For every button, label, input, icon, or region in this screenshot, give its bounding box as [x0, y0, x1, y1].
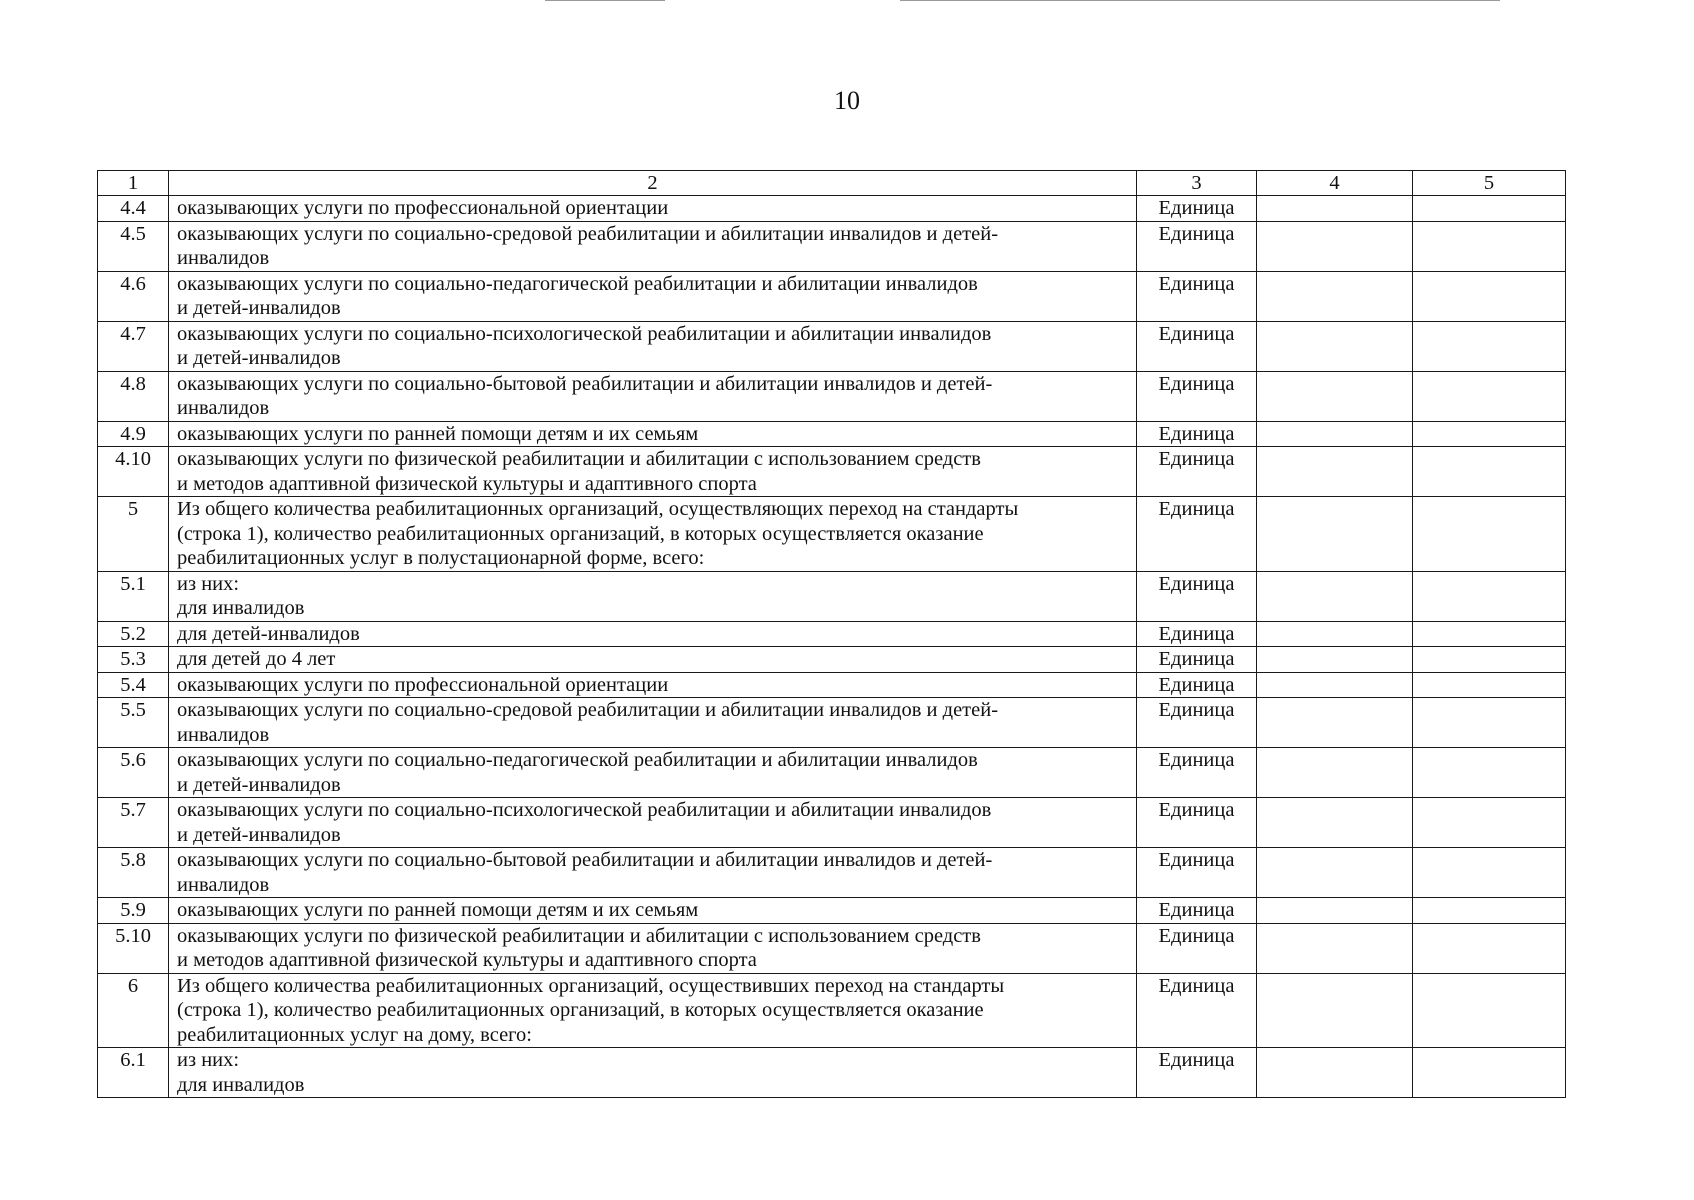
row-number-cell: 4.5: [98, 221, 169, 271]
table-row: [98, 973, 1566, 1048]
value-cell-col4: [1257, 748, 1413, 798]
table-row: [98, 748, 1566, 798]
table-row: [98, 271, 1566, 321]
unit-cell: Единица: [1137, 421, 1257, 447]
value-cell-col5: [1413, 672, 1566, 698]
value-cell-col4: [1257, 647, 1413, 673]
value-cell-col4: [1257, 271, 1413, 321]
unit-cell: Единица: [1137, 923, 1257, 973]
value-cell-col5: [1413, 497, 1566, 572]
scan-edge-mark: [900, 0, 1500, 1]
table-row: [98, 371, 1566, 421]
column-number-row: [98, 171, 1566, 196]
unit-cell: Единица: [1137, 497, 1257, 572]
value-cell-col4: [1257, 571, 1413, 621]
table-row: [98, 647, 1566, 673]
value-cell-col5: [1413, 571, 1566, 621]
table-row: [98, 923, 1566, 973]
table-row: [98, 571, 1566, 621]
column-header: 3: [1137, 171, 1257, 196]
row-number-cell: 5.3: [98, 647, 169, 673]
indicator-text-cell: для детей-инвалидов: [169, 621, 1137, 647]
row-number-cell: 5: [98, 497, 169, 572]
indicator-text-cell: оказывающих услуги по физической реабилитации и абилитации с использованием средств и методов адаптивной физической культуры и адаптивного спорта: [169, 923, 1137, 973]
indicator-text-cell: из них: для инвалидов: [169, 1048, 1137, 1098]
indicator-table: [97, 170, 1566, 1098]
indicator-text-cell: оказывающих услуги по социально-бытовой реабилитации и абилитации инвалидов и детей- инвалидов: [169, 848, 1137, 898]
row-number-cell: 4.9: [98, 421, 169, 447]
value-cell-col5: [1413, 898, 1566, 924]
table-row: [98, 1048, 1566, 1098]
value-cell-col4: [1257, 1048, 1413, 1098]
row-number-cell: 5.1: [98, 571, 169, 621]
indicator-text-cell: оказывающих услуги по социально-психологической реабилитации и абилитации инвалидов и детей-инвалидов: [169, 321, 1137, 371]
unit-cell: Единица: [1137, 321, 1257, 371]
indicator-text-cell: Из общего количества реабилитационных организаций, осуществляющих переход на стандарты (строка 1), количество реабилитационных организаций, в которых осуществляется оказание реабилитационных услуг в полустационарной форме, всего:: [169, 497, 1137, 572]
unit-cell: Единица: [1137, 748, 1257, 798]
unit-cell: Единица: [1137, 621, 1257, 647]
value-cell-col4: [1257, 698, 1413, 748]
scan-edge-mark: [545, 0, 665, 1]
row-number-cell: 5.5: [98, 698, 169, 748]
indicator-text-cell: оказывающих услуги по ранней помощи детям и их семьям: [169, 421, 1137, 447]
value-cell-col5: [1413, 1048, 1566, 1098]
indicator-text-cell: для детей до 4 лет: [169, 647, 1137, 673]
column-header: 2: [169, 171, 1137, 196]
unit-cell: Единица: [1137, 196, 1257, 222]
value-cell-col4: [1257, 798, 1413, 848]
row-number-cell: 5.10: [98, 923, 169, 973]
value-cell-col4: [1257, 196, 1413, 222]
indicator-text-cell: оказывающих услуги по социально-средовой реабилитации и абилитации инвалидов и детей- инвалидов: [169, 221, 1137, 271]
row-number-cell: 6.1: [98, 1048, 169, 1098]
unit-cell: Единица: [1137, 898, 1257, 924]
value-cell-col4: [1257, 421, 1413, 447]
value-cell-col4: [1257, 321, 1413, 371]
row-number-cell: 4.6: [98, 271, 169, 321]
row-number-cell: 5.2: [98, 621, 169, 647]
indicator-text-cell: оказывающих услуги по социально-педагогической реабилитации и абилитации инвалидов и детей-инвалидов: [169, 271, 1137, 321]
value-cell-col5: [1413, 221, 1566, 271]
row-number-cell: 4.8: [98, 371, 169, 421]
unit-cell: Единица: [1137, 447, 1257, 497]
value-cell-col4: [1257, 621, 1413, 647]
row-number-cell: 4.4: [98, 196, 169, 222]
value-cell-col5: [1413, 447, 1566, 497]
value-cell-col4: [1257, 221, 1413, 271]
table-body: [98, 196, 1566, 1098]
row-number-cell: 5.7: [98, 798, 169, 848]
table-row: [98, 447, 1566, 497]
unit-cell: Единица: [1137, 698, 1257, 748]
unit-cell: Единица: [1137, 848, 1257, 898]
indicator-text-cell: оказывающих услуги по социально-психологической реабилитации и абилитации инвалидов и детей-инвалидов: [169, 798, 1137, 848]
value-cell-col5: [1413, 798, 1566, 848]
value-cell-col4: [1257, 672, 1413, 698]
table-row: [98, 898, 1566, 924]
unit-cell: Единица: [1137, 571, 1257, 621]
value-cell-col4: [1257, 371, 1413, 421]
value-cell-col4: [1257, 848, 1413, 898]
value-cell-col5: [1413, 371, 1566, 421]
table-row: [98, 497, 1566, 572]
value-cell-col5: [1413, 196, 1566, 222]
row-number-cell: 5.9: [98, 898, 169, 924]
row-number-cell: 6: [98, 973, 169, 1048]
table-row: [98, 848, 1566, 898]
value-cell-col5: [1413, 748, 1566, 798]
indicator-text-cell: Из общего количества реабилитационных организаций, осуществивших переход на стандарты (строка 1), количество реабилитационных организаций, в которых осуществляется оказание реабилитационных услуг на дому, всего:: [169, 973, 1137, 1048]
indicator-text-cell: оказывающих услуги по социально-педагогической реабилитации и абилитации инвалидов и детей-инвалидов: [169, 748, 1137, 798]
indicator-text-cell: оказывающих услуги по ранней помощи детям и их семьям: [169, 898, 1137, 924]
unit-cell: Единица: [1137, 973, 1257, 1048]
value-cell-col5: [1413, 321, 1566, 371]
value-cell-col4: [1257, 497, 1413, 572]
value-cell-col5: [1413, 647, 1566, 673]
value-cell-col5: [1413, 421, 1566, 447]
column-header: 1: [98, 171, 169, 196]
indicator-text-cell: оказывающих услуги по социально-бытовой реабилитации и абилитации инвалидов и детей- инвалидов: [169, 371, 1137, 421]
indicator-text-cell: оказывающих услуги по социально-средовой реабилитации и абилитации инвалидов и детей- инвалидов: [169, 698, 1137, 748]
column-header: 4: [1257, 171, 1413, 196]
unit-cell: Единица: [1137, 221, 1257, 271]
row-number-cell: 5.6: [98, 748, 169, 798]
table-row: [98, 798, 1566, 848]
table-row: [98, 672, 1566, 698]
unit-cell: Единица: [1137, 672, 1257, 698]
table-row: [98, 196, 1566, 222]
value-cell-col5: [1413, 848, 1566, 898]
value-cell-col4: [1257, 898, 1413, 924]
unit-cell: Единица: [1137, 647, 1257, 673]
table-row: [98, 698, 1566, 748]
value-cell-col5: [1413, 621, 1566, 647]
value-cell-col5: [1413, 698, 1566, 748]
unit-cell: Единица: [1137, 1048, 1257, 1098]
table-row: [98, 221, 1566, 271]
indicator-text-cell: оказывающих услуги по физической реабилитации и абилитации с использованием средств и методов адаптивной физической культуры и адаптивного спорта: [169, 447, 1137, 497]
table-row: [98, 421, 1566, 447]
unit-cell: Единица: [1137, 271, 1257, 321]
value-cell-col4: [1257, 923, 1413, 973]
row-number-cell: 5.8: [98, 848, 169, 898]
row-number-cell: 5.4: [98, 672, 169, 698]
value-cell-col5: [1413, 973, 1566, 1048]
column-header: 5: [1413, 171, 1566, 196]
table-row: [98, 621, 1566, 647]
row-number-cell: 4.7: [98, 321, 169, 371]
unit-cell: Единица: [1137, 798, 1257, 848]
row-number-cell: 4.10: [98, 447, 169, 497]
indicator-text-cell: оказывающих услуги по профессиональной ориентации: [169, 672, 1137, 698]
value-cell-col4: [1257, 973, 1413, 1048]
page-number: 10: [834, 86, 860, 115]
indicator-text-cell: оказывающих услуги по профессиональной ориентации: [169, 196, 1137, 222]
indicator-text-cell: из них: для инвалидов: [169, 571, 1137, 621]
value-cell-col4: [1257, 447, 1413, 497]
value-cell-col5: [1413, 271, 1566, 321]
unit-cell: Единица: [1137, 371, 1257, 421]
value-cell-col5: [1413, 923, 1566, 973]
table-row: [98, 321, 1566, 371]
